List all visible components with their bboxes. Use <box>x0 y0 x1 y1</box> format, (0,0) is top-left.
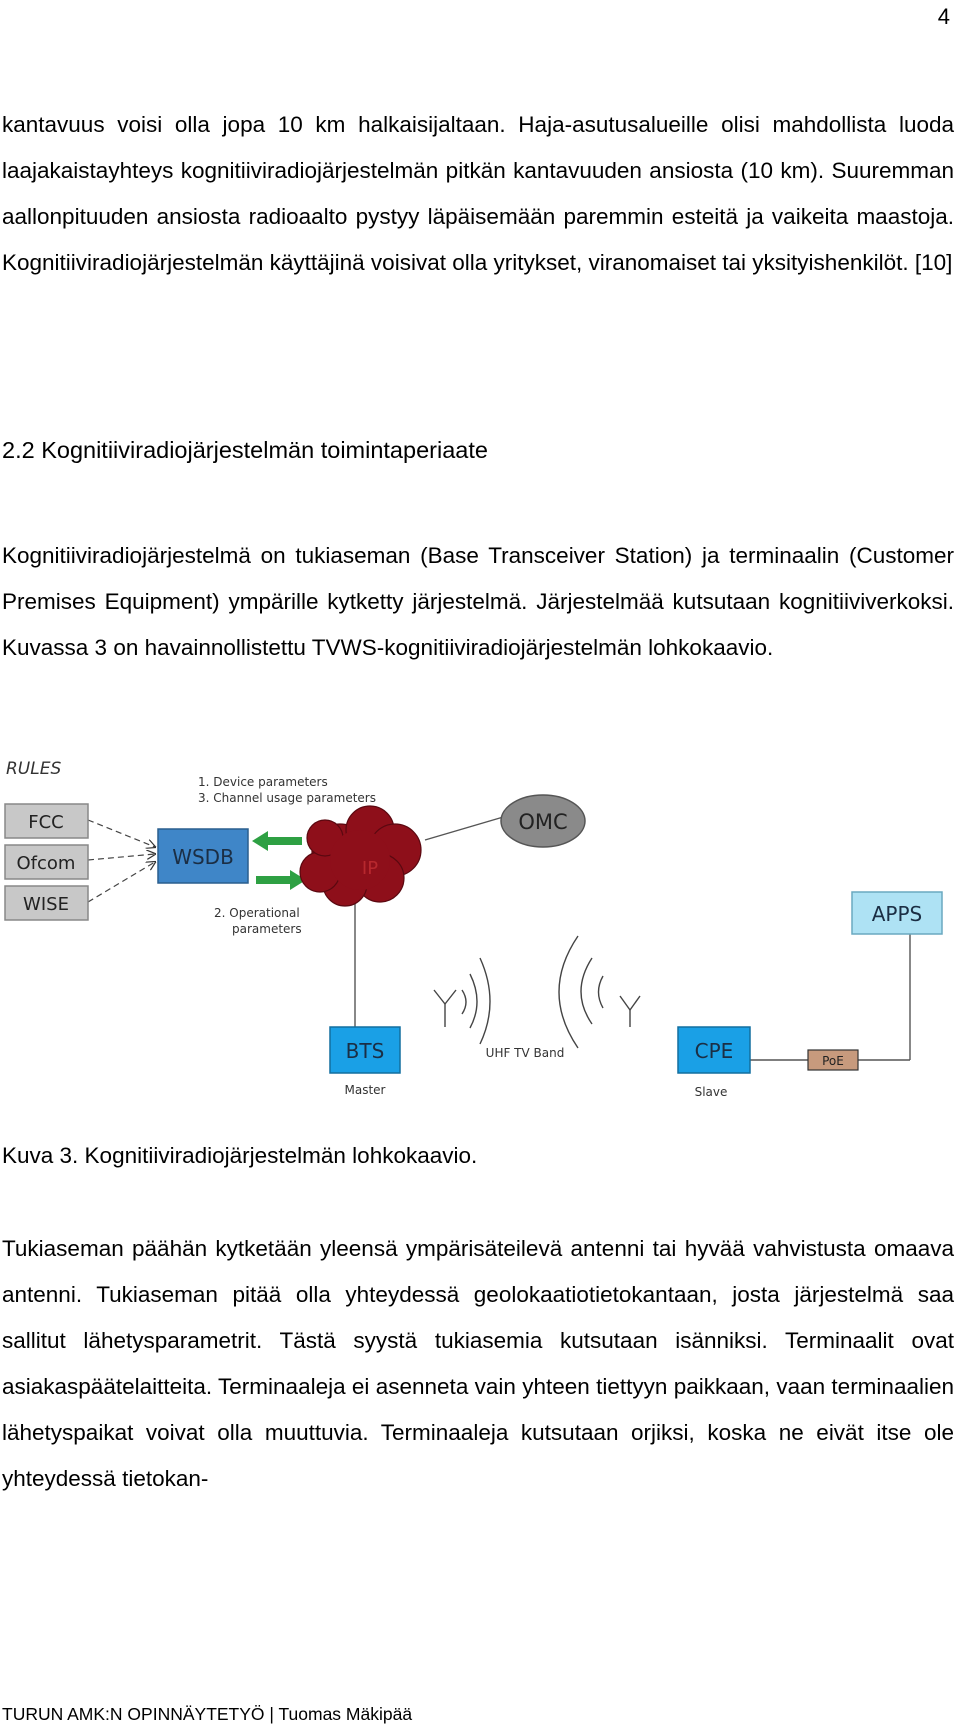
svg-text:FCC: FCC <box>28 812 64 833</box>
bts-wave-icon <box>462 958 490 1044</box>
poe-box <box>808 1050 858 1070</box>
connector-lines <box>355 815 910 1060</box>
arrow-right-icon <box>256 870 306 890</box>
svg-text:CPE: CPE <box>694 1039 734 1063</box>
section-heading: 2.2 Kognitiiviradiojärjestelmän toimintaperiaate <box>2 437 488 463</box>
svg-text:IP: IP <box>361 858 379 879</box>
paragraph-3: Tukiaseman päähän kytketään yleensä ympärisäteilevä antenni tai hyvää vahvistusta omaava antenni. Tukiaseman pitää olla yhteydessä geolokaatiotietokantaan, josta järjestelmä saa sallitut lähetysparametrit. Tästä syystä tukiasemia kutsutaan isänniksi. Terminaalit ovat asiakaspäätelaitteita. Terminaaleja ei asenneta vain yhteen tiettyyn paikkaan, vaan terminaalien lähetyspaikat voivat olla muuttuvia. Terminaaleja kutsutaan orjiksi, koska ne eivät itse ole yhteydessä tietokan- <box>2 1236 954 1491</box>
operational-params-label-1: 2. Operational <box>214 906 300 920</box>
master-label: Master <box>344 1083 386 1097</box>
rules-label: RULES <box>6 759 62 779</box>
bts-box <box>330 1027 400 1073</box>
operational-params-label-2: parameters <box>232 922 302 936</box>
wsdb-box <box>158 829 248 883</box>
figure-caption: Kuva 3. Kognitiiviradiojärjestelmän lohkokaavio. <box>2 1143 478 1168</box>
apps-box <box>852 892 942 934</box>
cpe-wave-icon <box>559 936 603 1048</box>
fcc-box <box>5 804 88 838</box>
uhf-band-label: UHF TV Band <box>485 1046 565 1060</box>
arrow-left-icon <box>252 831 302 851</box>
ip-cloud-icon <box>300 806 421 906</box>
svg-text:APPS: APPS <box>871 902 923 926</box>
paragraph-1: kantavuus voisi olla jopa 10 km halkaisijaltaan. Haja-asutusalueille olisi mahdollista luoda laajakaistayhteys kognitiiviradiojärjestelmän pitkän kantavuuden ansiosta (10 km). Suuremman aallonpituuden ansiosta radioaalto pystyy läpäisemään paremmin esteitä ja vaikeita maastoja. Kognitiiviradiojärjestelmän käyttäjinä voisivat olla yritykset, viranomaiset tai yksityishenkilöt. [10] <box>2 112 954 275</box>
svg-text:PoE: PoE <box>822 1054 844 1068</box>
ofcom-box <box>5 845 88 879</box>
device-params-label: 1. Device parameters <box>198 775 328 789</box>
paragraph-2: Kognitiiviradiojärjestelmä on tukiaseman (Base Transceiver Station) ja terminaalin (Customer Premises Equipment) ympärille kytketty järjestelmä. Järjestelmää kutsutaan kognitiiviverkoksi. Kuvassa 3 on havainnollistettu TVWS-kognitiiviradiojärjestelmän lohkokaavio. <box>2 543 954 660</box>
svg-text:Ofcom: Ofcom <box>16 853 76 874</box>
cpe-box <box>678 1027 750 1073</box>
wise-box <box>5 886 88 920</box>
footer: TURUN AMK:N OPINNÄYTETYÖ | Tuomas Mäkipää <box>2 1704 413 1724</box>
svg-text:BTS: BTS <box>345 1039 385 1063</box>
svg-text:WISE: WISE <box>23 894 69 915</box>
channel-params-label: 3. Channel usage parameters <box>198 791 376 805</box>
cpe-antenna-icon <box>620 996 640 1027</box>
rules-dashed-lines <box>88 820 155 902</box>
omc-node <box>501 795 585 847</box>
slave-label: Slave <box>694 1085 728 1099</box>
svg-text:OMC: OMC <box>518 810 568 834</box>
svg-text:WSDB: WSDB <box>172 845 234 869</box>
block-diagram <box>0 752 960 1102</box>
page-number: 4 <box>937 4 950 29</box>
bts-antenna-icon <box>434 990 456 1027</box>
